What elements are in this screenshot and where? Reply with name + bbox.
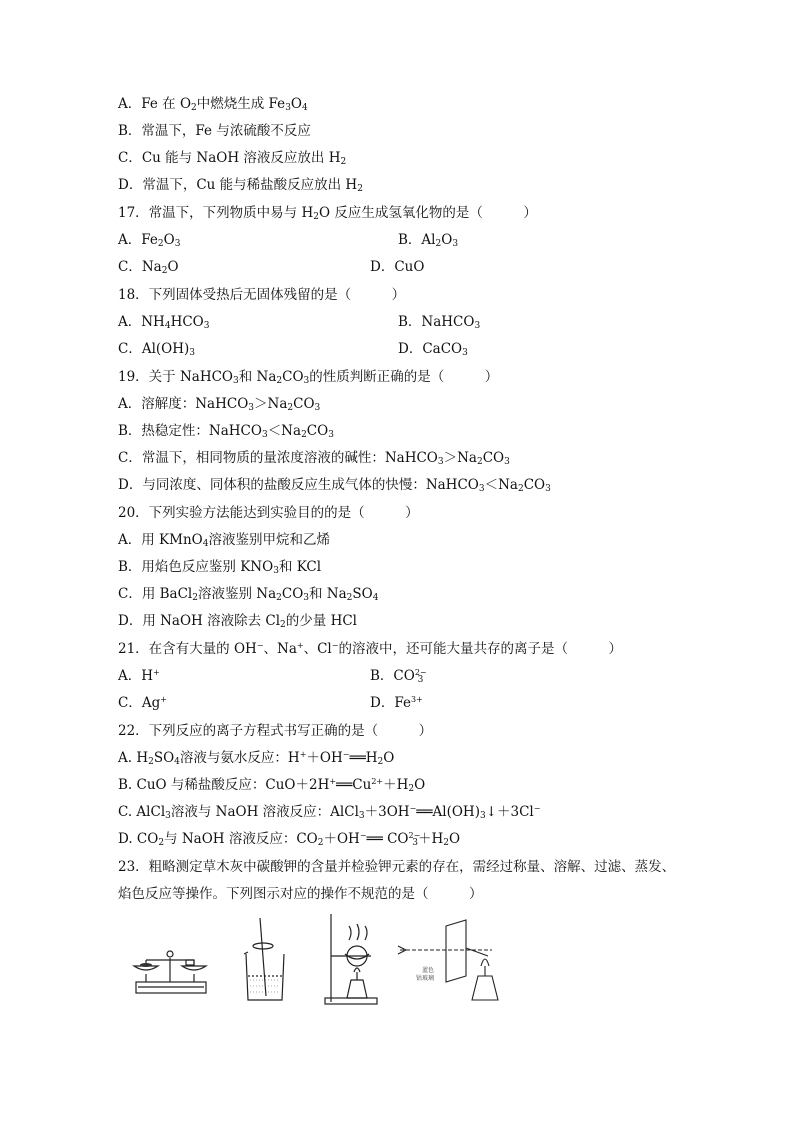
q19-option-d: D．与同浓度、同体积的盐酸反应生成气体的快慢：$NaHCO_3<Na_2CO_3$	[118, 477, 551, 494]
q21-option-c: C．Ag+	[118, 695, 167, 711]
q22-option-a: A. $H_2SO_4$溶液与氨水反应：$H^++OH^-══H_2O$	[118, 750, 395, 767]
q21-stem: 21．在含有大量的 OH−、Na+、Cl−的溶液中，还可能大量共存的离子是（ ）	[118, 641, 622, 657]
balance-figure	[128, 938, 213, 998]
q20-option-c: C．用 BaCl$_2$溶液鉴别 $Na_2CO_3$和 $Na_2SO_4$	[118, 586, 379, 603]
fig-label-cobalt-glass: 钴玻璃	[416, 975, 435, 982]
q22-option-d: D. $CO_2$与 NaOH 溶液反应：$CO_2+OH^-══$ $CO^{2-}_3+H_2O$	[118, 831, 461, 848]
q17-option-c: C．$Na_2O$	[118, 259, 179, 276]
q18-option-a: A．$NH_4HCO_3$	[118, 314, 210, 331]
evaporation-figure	[323, 910, 383, 1006]
q20-option-d: D．用 NaOH 溶液除去 $Cl_2$的少量 HCl	[118, 613, 357, 630]
q23-stem-line-2: 焰色反应等操作。下列图示对应的操作不规范的是（ ）	[118, 886, 483, 902]
q23-figures	[128, 908, 508, 1008]
q16-option-a: A．Fe 在 $O_2$中燃烧生成 $Fe_3O_4$	[118, 96, 308, 113]
q16-option-b: B．常温下，Fe 与浓硫酸不反应	[118, 123, 311, 139]
fig-label-blue: 蓝色	[422, 967, 435, 974]
q20-stem: 20．下列实验方法能达到实验目的的是（ ）	[118, 505, 419, 521]
q21-option-d: D．$Fe^{3+}$	[370, 695, 423, 711]
q20-option-a: A．用 KMnO$_4$溶液鉴别甲烷和乙烯	[118, 532, 330, 549]
beaker-figure	[240, 916, 290, 1004]
q17-option-d: D．CuO	[370, 259, 425, 275]
q22-option-c: C. AlCl$_3$溶液与 NaOH 溶液反应：$AlCl_3+3OH^-══Al(OH)_3↓+3Cl^-$	[118, 804, 541, 821]
q19-option-b: B．热稳定性：$NaHCO_3<Na_2CO_3$	[118, 423, 334, 440]
flame-test-figure	[396, 916, 506, 1004]
q17-stem: 17．常温下，下列物质中易与 $H_2O$ 反应生成氢氧化物的是（ ）	[118, 205, 537, 222]
q18-option-d: D．CaCO$_3$	[398, 341, 468, 358]
q18-option-b: B．NaHCO$_3$	[398, 314, 481, 331]
q21-option-a: A．H+	[118, 668, 160, 684]
q23-stem-line-1: 23．粗略测定草木灰中碳酸钾的含量并检验钾元素的存在，需经过称量、溶解、过滤、蒸发、	[118, 859, 676, 875]
q22-stem: 22．下列反应的离子方程式书写正确的是（ ）	[118, 723, 433, 739]
q19-option-a: A．溶解度：$NaHCO_3>Na_2CO_3$	[118, 396, 321, 413]
q16-option-d: D．常温下，Cu 能与稀盐酸反应放出 $H_2$	[118, 177, 363, 194]
q22-option-b: B. CuO 与稀盐酸反应：$CuO+2H^+══Cu^{2+}+H_2O$	[118, 777, 426, 794]
q17-option-a: A．$Fe_2O_3$	[118, 232, 181, 249]
q19-stem: 19．关于 NaHCO$_3$和 $Na_2CO_3$的性质判断正确的是（ ）	[118, 369, 499, 386]
q19-option-c: C．常温下，相同物质的量浓度溶液的碱性：$NaHCO_3>Na_2CO_3$	[118, 450, 510, 467]
q16-option-c: C．Cu 能与 NaOH 溶液反应放出 $H_2$	[118, 150, 347, 167]
q18-stem: 18．下列固体受热后无固体残留的是（ ）	[118, 287, 406, 303]
q21-option-b: B．$CO^{2-}_3$	[370, 668, 427, 685]
q17-option-b: B．$Al_2O_3$	[398, 232, 459, 249]
q20-option-b: B．用焰色反应鉴别 $KNO_3$和 KCl	[118, 559, 322, 576]
q18-option-c: C．$Al(OH)_3$	[118, 341, 196, 358]
